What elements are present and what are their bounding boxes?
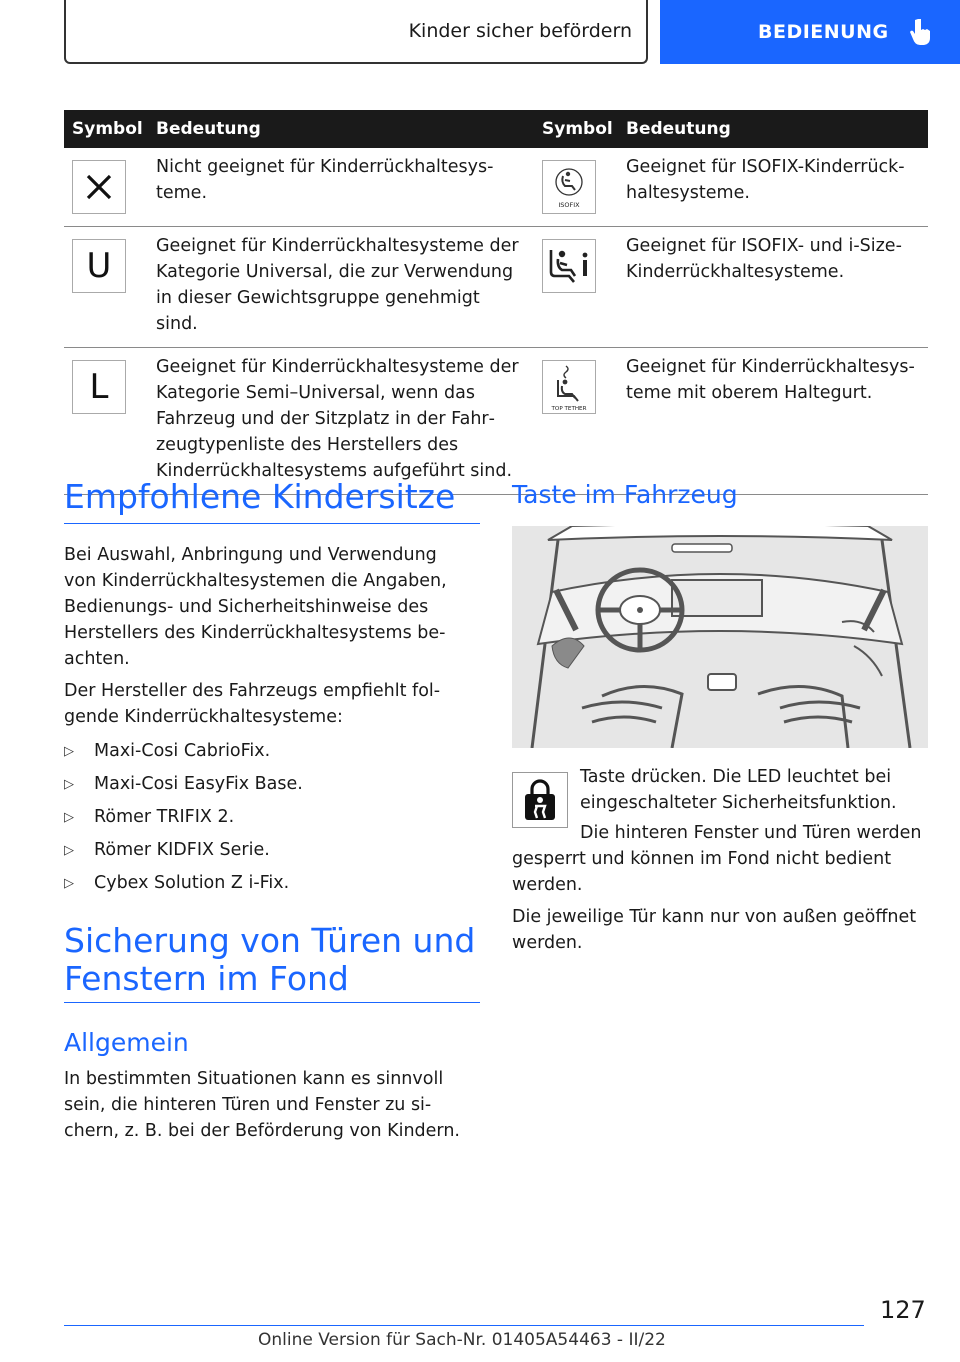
bullet-triangle-icon: ▷ bbox=[64, 744, 74, 759]
symbol-table bbox=[64, 110, 928, 495]
column-header: Symbol bbox=[534, 110, 618, 148]
list-item: ▷ Cybex Solution Z i-Fix. bbox=[64, 870, 474, 897]
table-cell: Nicht geeignet für Kinderrückhaltesysteme. bbox=[148, 148, 534, 226]
recommended-lead: Der Hersteller des Fahrzeugs empfiehlt folgende Kinderrückhaltesysteme: bbox=[64, 681, 441, 727]
security-text: In bestimmten Situationen kann es sinnvoll sein, die hinteren Türen und Fenster zu sichern, z. B. bei der Beförderung von Kindern. bbox=[64, 1069, 460, 1141]
column-header: Bedeutung bbox=[148, 110, 534, 148]
bullet-triangle-icon: ▷ bbox=[64, 777, 74, 792]
table-row bbox=[64, 347, 928, 494]
button-note-1: Die hinteren Fenster und Türen werden gesperrt und können im Fond nicht bedient werden. bbox=[512, 823, 922, 895]
isofix-seat-icon bbox=[542, 160, 596, 214]
section-divider bbox=[64, 1002, 480, 1003]
chapter-title: Kinder sicher befördern bbox=[408, 20, 632, 42]
l-glyph: L bbox=[89, 366, 109, 407]
bullet-triangle-icon: ▷ bbox=[64, 876, 74, 891]
letter-l-icon bbox=[72, 360, 126, 414]
list-item: ▷ Maxi-Cosi CabrioFix. bbox=[64, 738, 474, 765]
security-subtitle: Allgemein bbox=[64, 1028, 189, 1057]
page-number: 127 bbox=[880, 1296, 926, 1324]
button-note-2: Die jeweilige Tür kann nur von außen geöffnet werden. bbox=[512, 907, 917, 953]
column-header: Bedeutung bbox=[618, 110, 928, 148]
list-item: ▷ Römer KIDFIX Serie. bbox=[64, 837, 474, 864]
pointing-hand-icon bbox=[909, 17, 933, 47]
recommended-title: Empfohlene Kindersitze bbox=[64, 477, 456, 516]
table-row bbox=[64, 226, 928, 347]
chapter-header bbox=[64, 0, 648, 64]
security-title: Sicherung von Türen und Fenstern im Fond bbox=[64, 921, 476, 998]
table-cell: Geeignet für Kinderrückhaltesysteme der Kategorie Semi–Universal, wenn das Fahrzeug und der Sitzplatz in der Fahrzeugtypenliste des Herstellers des Kinderrückhaltesystems aufgeführt sind. bbox=[148, 347, 534, 494]
top-tether-icon bbox=[542, 360, 596, 414]
table-cell: Geeignet für Kinderrückhaltesysteme der Kategorie Universal, die zur Verwendung in dieser Gewichtsgruppe genehmigt sind. bbox=[148, 226, 534, 347]
bullet-triangle-icon: ▷ bbox=[64, 843, 74, 858]
list-item: ▷ Maxi-Cosi EasyFix Base. bbox=[64, 771, 474, 798]
top-tether-caption: TOP TETHER bbox=[551, 405, 587, 412]
section-divider bbox=[64, 523, 480, 524]
table-cell: Geeignet für ISOFIX-Kinderrückhaltesysteme. bbox=[618, 148, 928, 226]
table-cell: Geeignet für ISOFIX- und i-Size-Kinderrückhaltesysteme. bbox=[618, 226, 928, 347]
button-title: Taste im Fahrzeug bbox=[512, 480, 738, 509]
x-unsuitable-icon bbox=[72, 160, 126, 214]
bullet-triangle-icon: ▷ bbox=[64, 810, 74, 825]
recommended-list bbox=[64, 738, 474, 897]
u-glyph: U bbox=[86, 245, 112, 286]
table-header-row bbox=[64, 110, 928, 148]
footer-divider bbox=[64, 1325, 864, 1326]
button-step: Taste drücken. Die LED leuchtet bei eingeschalteter Sicherheitsfunktion. bbox=[580, 767, 897, 813]
section-label: BEDIENUNG bbox=[758, 21, 889, 43]
table-cell: Geeignet für Kinderrückhaltesysteme mit oberem Haltegurt. bbox=[618, 347, 928, 494]
isofix-caption: ISOFIX bbox=[558, 201, 580, 209]
list-item: ▷ Römer TRIFIX 2. bbox=[64, 804, 474, 831]
letter-u-icon bbox=[72, 239, 126, 293]
recommended-intro: Bei Auswahl, Anbringung und Verwendung von Kinderrückhaltesystemen die Angaben, Bedienungs- und Sicherheitshinweise des Herstellers des Kinderrückhaltesystems beachten. bbox=[64, 545, 447, 669]
section-tab[interactable] bbox=[660, 0, 960, 64]
table-row bbox=[64, 148, 928, 226]
column-header: Symbol bbox=[64, 110, 148, 148]
recommended-section bbox=[64, 542, 474, 903]
isize-seat-icon bbox=[542, 239, 596, 293]
car-interior-illustration bbox=[512, 526, 928, 748]
footer-online-version: Online Version für Sach-Nr. 01405A54463 - II/22 bbox=[258, 1330, 666, 1350]
